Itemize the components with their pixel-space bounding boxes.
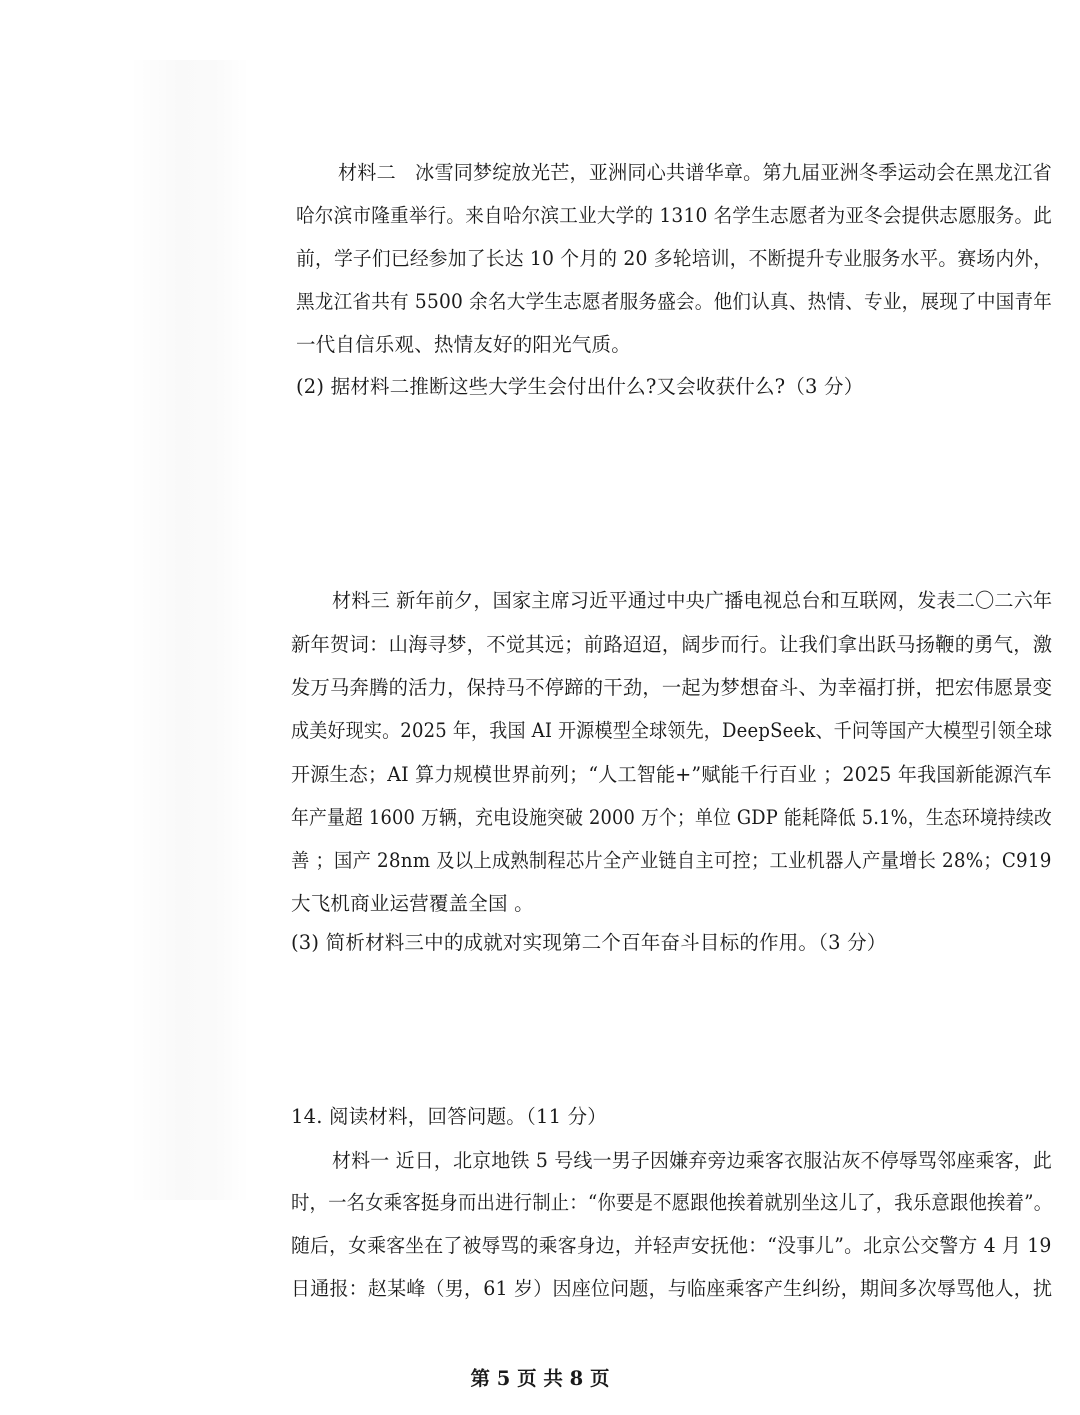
material3-line-6: 年产量超 1600 万辆，充电设施突破 2000 万个；单位 GDP 能耗降低 5.1%，生态环境持续改 bbox=[291, 806, 1052, 829]
scan-shadow bbox=[130, 60, 250, 1200]
material2-line-3: 前，学子们已经参加了长达 10 个月的 20 多轮培训，不断提升专业服务水平。赛场内外， bbox=[296, 247, 1053, 270]
material2-line-2: 哈尔滨市隆重举行。来自哈尔滨工业大学的 1310 名学生志愿者为亚冬会提供志愿服务。此 bbox=[296, 204, 1053, 227]
question-3: (3) 简析材料三中的成就对实现第二个百年奋斗目标的作用。（3 分） bbox=[291, 931, 887, 954]
material2-line-5: 一代自信乐观、热情友好的阳光气质。 bbox=[296, 333, 631, 356]
material3-line-8: 大飞机商业运营覆盖全国 。 bbox=[291, 892, 534, 915]
material3-line-1: 材料三 新年前夕，国家主席习近平通过中央广播电视总台和互联网，发表二〇二六年 bbox=[332, 589, 1053, 612]
question14-material1-line-2: 时，一名女乘客挺身而出进行制止：“你要是不愿跟他挨着就别坐这儿了，我乐意跟他挨着”。 bbox=[291, 1191, 1053, 1214]
material3-line-3: 发万马奔腾的活力，保持马不停蹄的干劲，一起为梦想奋斗、为幸福打拼，把宏伟愿景变 bbox=[291, 676, 1053, 699]
page-number: 第 5 页 共 8 页 bbox=[470, 1367, 610, 1390]
material3-line-5: 开源生态；AI 算力规模世界前列；“人工智能+”赋能千行百业 ；2025 年我国新能源汽车 bbox=[291, 763, 1052, 786]
question14-material1-line-1: 材料一 近日，北京地铁 5 号线一男子因嫌弃旁边乘客衣服沾灰不停辱骂邻座乘客，此 bbox=[332, 1149, 1053, 1172]
material2-line-1: 材料二 冰雪同梦绽放光芒，亚洲同心共谱华章。第九届亚洲冬季运动会在黑龙江省 bbox=[338, 161, 1052, 184]
question-14-title: 14. 阅读材料，回答问题。（11 分） bbox=[291, 1105, 607, 1128]
question14-material1-line-4: 日通报：赵某峰（男，61 岁）因座位问题，与临座乘客产生纠纷，期间多次辱骂他人，扰 bbox=[291, 1277, 1053, 1300]
question-2: (2) 据材料二推断这些大学生会付出什么?又会收获什么?（3 分） bbox=[296, 375, 864, 398]
material3-line-2: 新年贺词：山海寻梦，不觉其远；前路迢迢，阔步而行。让我们拿出跃马扬鞭的勇气，激 bbox=[291, 633, 1053, 656]
material2-line-4: 黑龙江省共有 5500 余名大学生志愿者服务盛会。他们认真、热情、专业，展现了中国青年 bbox=[296, 290, 1053, 313]
material3-line-4: 成美好现实。2025 年，我国 AI 开源模型全球领先，DeepSeek、千问等国产大模型引领全球 bbox=[291, 719, 1053, 742]
material3-line-7: 善 ；国产 28nm 及以上成熟制程芯片全产业链自主可控；工业机器人产量增长 28%；C919 bbox=[291, 849, 1052, 872]
question14-material1-line-3: 随后，女乘客坐在了被辱骂的乘客身边，并轻声安抚他：“没事儿”。北京公交警方 4 月 19 bbox=[291, 1234, 1052, 1257]
